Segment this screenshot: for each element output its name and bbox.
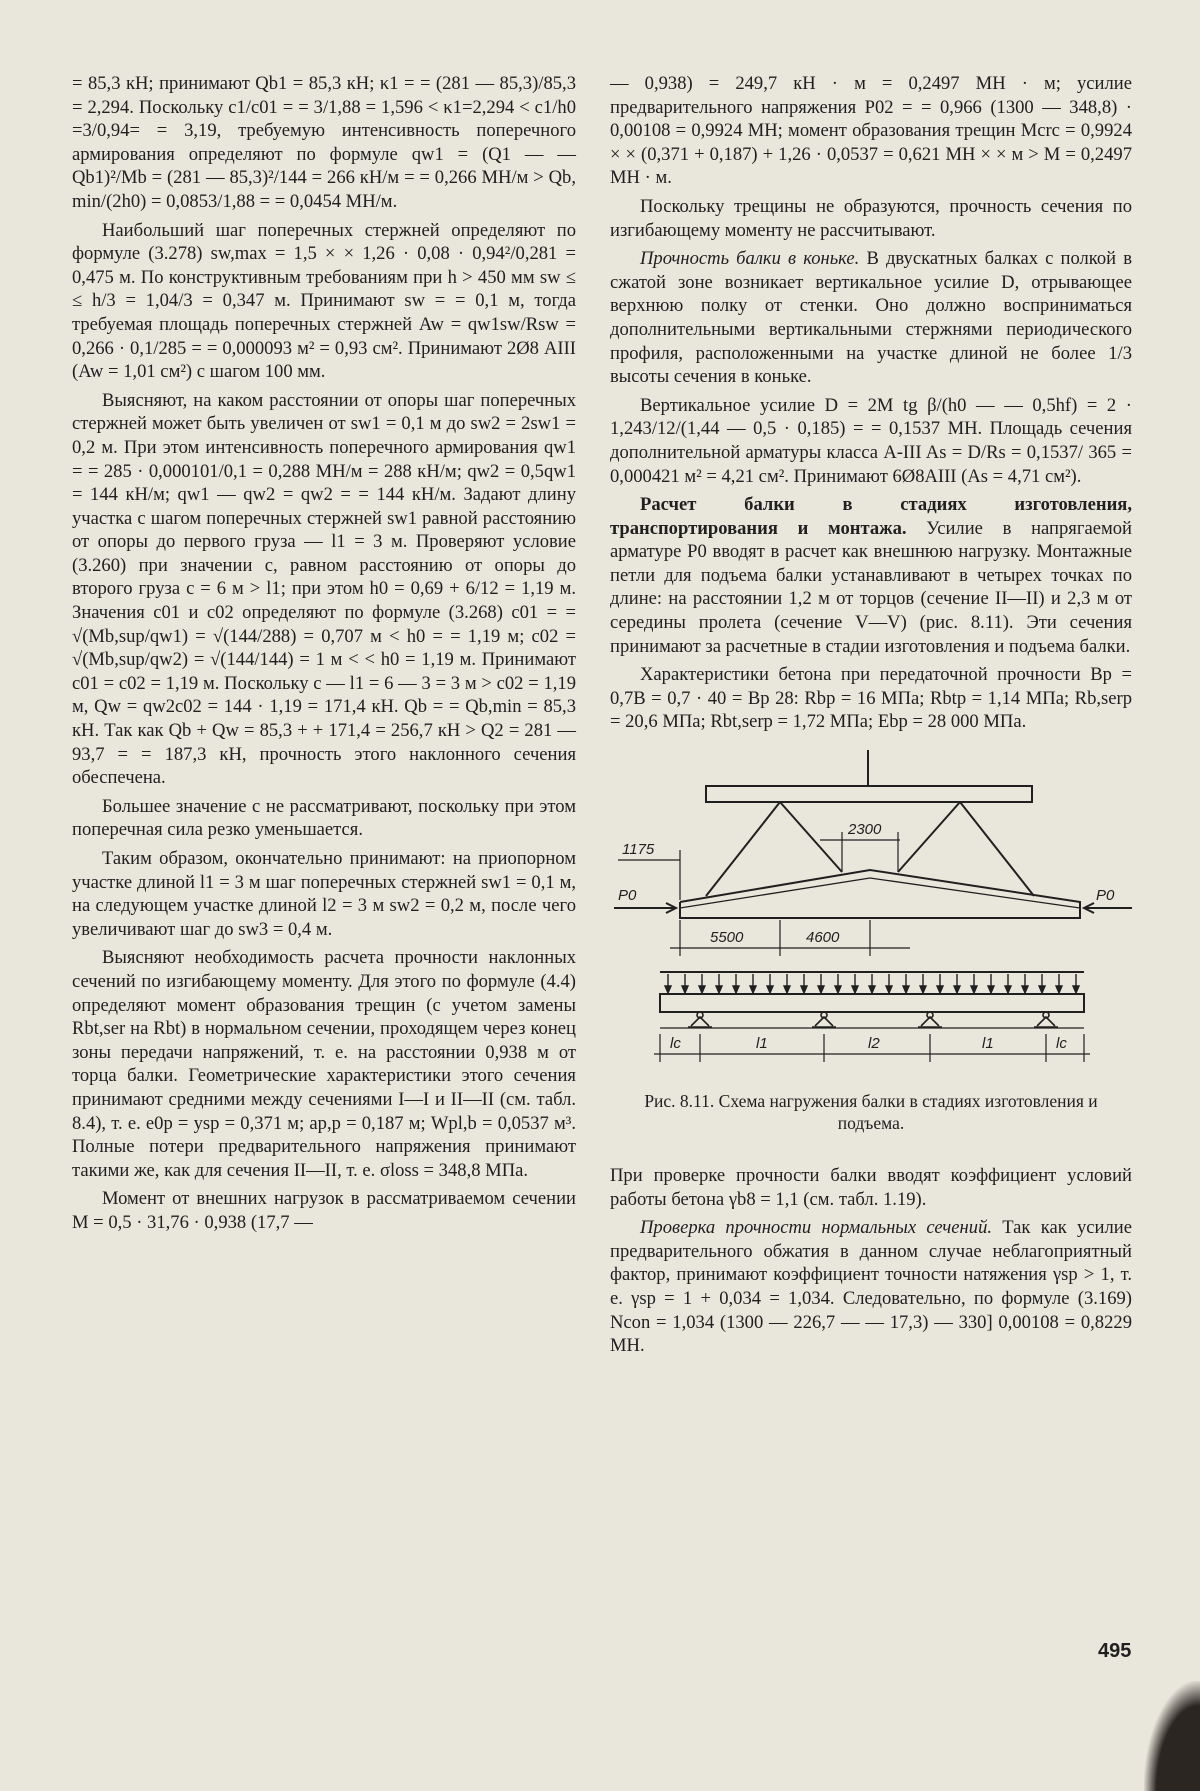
normal-heading: Проверка прочности нормальных сечений. [640,1217,993,1239]
paragraph-normal [610,1216,1132,1358]
p0-left-label: P0 [618,887,637,905]
load-arrowhead [682,986,688,993]
load-arrowhead [1073,986,1079,993]
load-arrowhead [852,986,858,993]
paragraph: Таким образом, окончательно принимают: на приопорном участке длиной l1 = 3 м шаг поперечных стержней sw1 = 0,1 м, на следующем участке длиной l2 = 3 м sw2 = 0,2 м, после чего увеличивают шаг до sw3 = 0,4 м. [72,848,576,940]
support-group [688,1012,1058,1027]
ridge-heading: Прочность балки в коньке. [640,248,860,270]
figure-8-11 [610,742,1132,1082]
sling-line [898,802,960,872]
thumb-shadow [1144,1681,1200,1791]
paragraph: Большее значение c не рассматривают, поскольку при этом поперечная сила резко уменьшается. [72,795,576,841]
load-arrowhead [767,986,773,993]
dim-2300-label: 2300 [848,821,882,839]
beam-bar [660,994,1084,1012]
load-arrowhead [716,986,722,993]
stages-heading: Расчет балки в стадиях изготовления, транспортирования и монтажа. [610,494,1132,539]
span-lc-right-label: lc [1056,1035,1067,1053]
load-arrowhead [818,986,824,993]
load-arrowhead [1005,986,1011,993]
left-column [72,72,576,1240]
load-arrowhead [750,986,756,993]
ridge-text: В двускатных балках с полкой в сжатой зоне возникает вертикальное усилие D, отрывающее верхнюю полку от стенки. Оно должно восприниматься дополнительными вертикальными стержнями периодического профиля, расположенными на участке длиной не более 1/3 высоты сечения в коньке. [610,248,1133,388]
caption-label: Рис. 8.11. [644,1091,715,1112]
paragraph: Вертикальное усилие D = 2M tg β/(h0 — — 0,5hf) = 2 · 1,243/12/(1,44 — 0,5 · 0,185) = = 0,1537 МН. Площадь сечения дополнительной арматуры класса А-III As = D/Rs = 0,1537/ 365 = 0,000421 м² = 4,21 см². Принимают 6Ø8АIII (As = 4,71 см²). [610,394,1132,487]
sling-line [780,802,842,872]
span-lc-left-label: lc [670,1035,681,1053]
load-arrowhead [988,986,994,993]
distributed-load-arrows [665,974,1079,993]
dim-4600-label: 4600 [806,929,840,947]
load-arrowhead [1056,986,1062,993]
dim-1175-label: 1175 [622,841,655,859]
load-arrowhead [733,986,739,993]
spreader-beam [706,786,1032,802]
paragraph-ridge [610,247,1132,389]
span-l1-right-label: l1 [982,1035,994,1053]
span-l1-left-label: l1 [756,1035,768,1053]
p0-right-label: P0 [1096,887,1115,905]
beam-inner-line [870,878,1080,908]
figure-caption [610,1090,1132,1134]
paragraph: = 85,3 кН; принимают Qb1 = 85,3 кН; κ1 = = (281 — 85,3)/85,3 = 2,294. Поскольку c1/c01 = = 3/1,88 = 1,596 < κ1=2,294 < c1/h0 =3/0,94= = 3,19, требуемую интенсивность поперечного армирования определяют по формуле qw1 = (Q1 — — Qb1)²/Mb = (281 — 85,3)²/144 = 266 кН/м = = 0,266 МН/м > Qb, min/(2h0) = 0,0853/1,88 = = 0,0454 МН/м. [72,73,576,212]
load-arrowhead [920,986,926,993]
loading-scheme-drawing [610,742,1132,1082]
span-l2-label: l2 [868,1035,880,1053]
stages-text: Усилие в напрягаемой арматуре P0 вводят в расчет как внешнюю нагрузку. Монтажные петли для подъема балки устанавливают в четырех точках по длине: на расстоянии 1,2 м от торцов (сечение II—II) и 2,3 м от середины пролета (сечение V—V) (рис. 8.11). Эти сечения принимают за расчетные в стадии изготовления и подъема балки. [610,517,1132,657]
load-arrowhead [937,986,943,993]
load-arrowhead [665,986,671,993]
normal-text: Так как усилие предварительного обжатия в данном случае неблагоприятный фактор, принимают коэффициент точности натяжения γsp > 1, т. е. γsp = 1 + 0,034 = 1,034. Следовательно, по формуле (3.169) Ncon = 1,034 (1300 — 226,7 — — 17,3) — 330] 0,00108 = 0,8229 МН. [610,1217,1132,1357]
load-arrowhead [835,986,841,993]
dim-5500-label: 5500 [710,929,744,947]
paragraph: Выясняют необходимость расчета прочности наклонных сечений по изгибающему моменту. Для этого по формуле (4.4) определяют момент образования трещин (с учетом замены Rbt,ser на Rbt) в нормальном сечении, проходящем через конец зоны передачи напряжений, т. е. на расстоянии 0,938 м от торца балки. Геометрические характеристики этого сечения принимают средними между сечениями I—I и II—II (см. табл. 8.4), т. е. e0p = ysp = 0,371 м; ap,p = 0,187 м; Wpl,b = 0,0537 м³. Полные потери предварительного напряжения принимают такими же, как для сечения II—II, т. е. σloss = 348,8 МПа. [72,947,576,1181]
load-arrowhead [1022,986,1028,993]
sling-line [960,802,1034,896]
paragraph: — 0,938) = 249,7 кН · м = 0,2497 МН · м; усилие предварительного напряжения P02 = = 0,966 (1300 — 348,8) · 0,00108 = 0,9924 МН; момент образования трещин Mcrc = 0,9924 × × (0,371 + 0,187) + 1,26 · 0,0537 = 0,621 МН × × м > M = 0,2497 МН · м. [610,73,1132,189]
load-arrowhead [886,986,892,993]
load-arrowhead [784,986,790,993]
right-column [610,72,1132,1363]
sling-line [706,802,780,896]
page-number: 495 [1098,1640,1132,1662]
load-arrowhead [801,986,807,993]
paragraph: Момент от внешних нагрузок в рассматриваемом сечении M = 0,5 · 31,76 · 0,938 (17,7 — [72,1188,576,1233]
paragraph: Характеристики бетона при передаточной прочности Bp = 0,7B = 0,7 · 40 = Bp 28: Rbp = 16 МПа; Rbtp = 1,14 МПа; Rb,serp = 20,6 МПа; Rbt,serp = 1,72 МПа; Ebp = 28 000 МПа. [610,664,1132,733]
load-arrowhead [971,986,977,993]
paragraph: Поскольку трещины не образуются, прочность сечения по изгибающему моменту не рассчитывают. [610,195,1132,241]
load-arrowhead [1039,986,1045,993]
load-arrowhead [903,986,909,993]
load-arrowhead [869,986,875,993]
load-arrowhead [699,986,705,993]
paragraph: Наибольший шаг поперечных стержней определяют по формуле (3.278) sw,max = 1,5 × × 1,26 · 0,08 · 0,94²/0,281 = 0,475 м. По конструктивным требованиям при h > 450 мм sw ≤ ≤ h/3 = 1,04/3 = 0,347 м. Принимают sw = = 0,1 м, тогда требуемая площадь поперечных стержней Aw = qw1sw/Rsw = 0,266 · 0,1/285 = = 0,000093 м² = 0,93 см². Принимают 2Ø8 АIII (Aw = 1,01 см²) с шагом 100 мм. [72,219,576,383]
paragraph: Выясняют, на каком расстоянии от опоры шаг поперечных стержней может быть увеличен от sw1 = 0,1 м до sw2 = 2sw1 = 0,2 м. При этом интенсивность поперечного армирования qw1 = = 285 · 0,000101/0,1 = 0,288 МН/м = 288 кН/м; qw2 = 0,5qw1 = 144 кН/м; qw1 — qw2 = qw2 = = 144 кН/м. Задают длину участка с шагом поперечных стержней sw1 равной расстоянию от опоры до первого груза — l1 = 3 м. Проверяют условие (3.260) при значении c, равном расстоянию от опоры до второго груза c = 6 м > l1; при этом h0 = 0,69 + 6/12 = 1,19 м. Значения c01 и c02 определяют по формуле (3.268) c01 = = √(Mb,sup/qw1) = √(144/288) = 0,707 м < h0 = = 1,19 м; c02 = √(Mb,sup/qw2) = √(144/144) = 1 м < < h0 = 1,19 м. Принимают c01 = c02 = 1,19 м. Поскольку c — l1 = 6 — 3 = 3 м > c02 = 1,19 м, Qw = qw2c02 = 144 · 1,19 = 171,4 кН. Qb = = Qb,min = 85,3 кН. Так как Qb + Qw = 85,3 + + 171,4 = 256,7 кН > Q2 = 281 — 93,7 = = 187,3 кН, прочность этого наклонного сечения обеспечена. [72,389,576,789]
paragraph-stages [610,493,1132,658]
load-arrowhead [954,986,960,993]
paragraph: При проверке прочности балки вводят коэффициент условий работы бетона γb8 = 1,1 (см. табл. 1.19). [610,1165,1132,1210]
caption-text: Схема нагружения балки в стадиях изготовления и подъема. [718,1091,1098,1134]
